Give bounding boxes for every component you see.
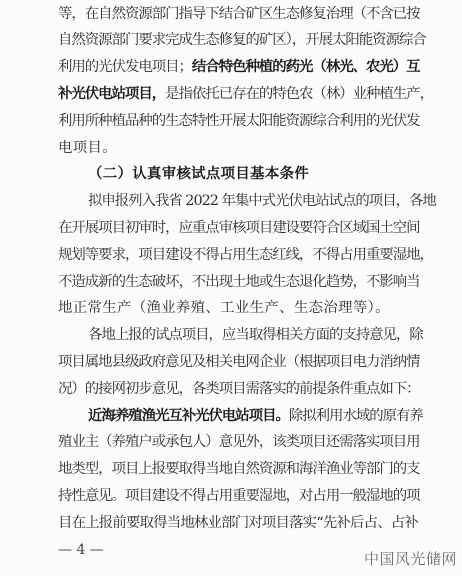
text-run: 拟申报列入我省 2022 年集中式光伏电站试点的项目，各地 — [88, 193, 436, 209]
text-line — [58, 30, 426, 50]
text-line — [58, 218, 420, 238]
text-run: 利用所种植品种的生态特性开展太阳能资源综合利用的光伏发 — [58, 113, 420, 129]
text-run: 利用的光伏发电项目； — [58, 59, 192, 75]
text-run: 自然资源部门要求完成生态修复的矿区），开展太阳能资源综合 — [58, 32, 426, 48]
text-line — [88, 191, 436, 211]
text-run: 等，在自然资源部门指导下结合矿区生态修复治理（不含已按 — [58, 6, 420, 22]
bold-text-run: 结合特色种植的药光（林光、农光）互 — [191, 58, 420, 75]
text-line — [58, 4, 420, 24]
text-run: 地类型，项目上报要取得当地自然资源和海洋渔业等部门的支 — [58, 461, 420, 477]
text-line — [58, 245, 433, 265]
text-run: 殖业主（养殖户或承包人）意见外，该类项目还需落实项目用 — [58, 434, 420, 450]
bold-text-run: 近海养殖渔光互补光伏电站项目。 — [88, 407, 289, 424]
bold-text-run: 补光伏电站项目， — [58, 85, 166, 102]
text-line — [58, 459, 420, 479]
text-run: 不造成新的生态破坏，不出现土地或生态退化趋势，不影响当 — [58, 274, 420, 290]
text-run: 各地上报的试点项目，应当取得相关方面的支持意见，除 — [88, 327, 423, 343]
text-line — [58, 352, 420, 372]
text-line — [58, 57, 420, 77]
text-run: 况）的接网初步意见，各类项目需落实的前提条件重点如下： — [58, 381, 420, 397]
text-run: 规划等要求，项目建设不得占用生态红线，不得占用重要湿地， — [58, 247, 433, 263]
text-run: 是指依托已存在的特色农（林）业种植生产， — [165, 86, 433, 102]
text-line — [88, 406, 423, 426]
bold-text-run: （二）认真审核试点项目基本条件 — [88, 165, 310, 182]
text-run: 持性意见。项目建设不得占用重要湿地，对占用一般湿地的项 — [58, 488, 420, 504]
text-line — [88, 325, 423, 345]
text-run: 电项目。 — [58, 140, 117, 156]
text-line — [58, 84, 433, 104]
text-line — [58, 298, 390, 318]
text-line — [58, 486, 420, 506]
text-line — [58, 111, 420, 131]
page-number: — 4 — — [58, 542, 104, 558]
text-line — [58, 138, 117, 158]
text-line — [58, 513, 418, 533]
text-run: 项目属地县级政府意见及相关电网企业（根据项目电力消纳情 — [58, 354, 420, 370]
text-run: 目在上报前要取得当地林业部门对项目落实“先补后占、占补 — [58, 515, 418, 531]
watermark: 中国风光储网 — [364, 550, 458, 568]
text-line — [58, 432, 420, 452]
text-run: 地正常生产（渔业养殖、工业生产、生态治理等）。 — [58, 300, 390, 316]
text-line — [58, 272, 420, 292]
text-run: 除拟利用水域的原有养 — [288, 408, 423, 424]
text-run: 在开展项目初审时，应重点审核项目建设要符合区域国土空间 — [58, 220, 420, 236]
text-line — [58, 379, 420, 399]
text-line — [88, 164, 309, 184]
